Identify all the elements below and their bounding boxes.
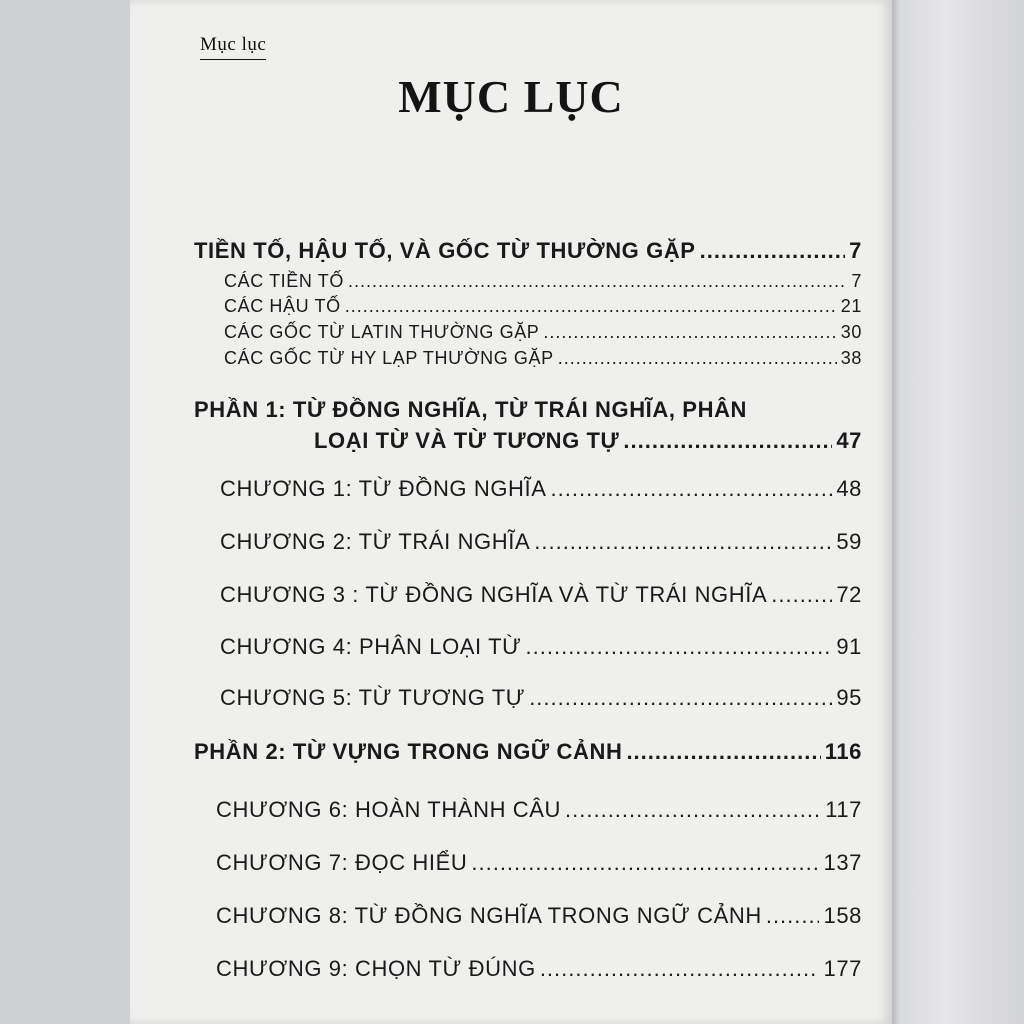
toc-page-number: 59 [836, 529, 862, 554]
toc-page-number: 7 [851, 271, 862, 291]
leader-dots [626, 739, 820, 765]
leader-dots [543, 322, 836, 343]
leader-dots [534, 529, 832, 555]
leader-dots [345, 296, 837, 317]
toc-page-number: 116 [824, 739, 862, 764]
toc-page-number: 47 [836, 428, 862, 453]
page-edge [892, 0, 1024, 1024]
toc-chapter-label: CHƯƠNG 5: TỪ TƯƠNG TỰ [220, 685, 526, 710]
toc-page-number: 137 [823, 850, 862, 875]
leader-dots [700, 238, 846, 264]
running-head: Mục lục [200, 34, 266, 60]
toc-part-2[interactable] [194, 739, 862, 765]
leader-dots [529, 685, 832, 711]
toc-section-label: TIỀN TỐ, HẬU TỐ, VÀ GỐC TỪ THƯỜNG GẶP [194, 238, 696, 263]
toc-chapter-label: CHƯƠNG 1: TỪ ĐỒNG NGHĨA [220, 476, 547, 501]
leader-dots [540, 956, 820, 982]
toc-page-number: 21 [840, 296, 862, 316]
toc-subsection-latin-roots[interactable] [224, 322, 862, 343]
leader-dots [471, 850, 819, 876]
toc-section-label: PHẦN 2: TỪ VỰNG TRONG NGỮ CẢNH [194, 739, 623, 764]
leader-dots [623, 428, 832, 454]
toc-page-number: 7 [849, 238, 862, 263]
toc-chapter-5[interactable] [220, 685, 862, 711]
toc-chapter-1[interactable] [220, 476, 862, 502]
toc-chapter-label: CHƯƠNG 3 : TỪ ĐỒNG NGHĨA VÀ TỪ TRÁI NGHĨA [220, 582, 768, 607]
toc-part-1[interactable] [314, 428, 862, 454]
toc-chapter-7[interactable] [216, 850, 862, 876]
toc-page-number: 95 [836, 685, 862, 710]
toc-chapter-4[interactable] [220, 634, 862, 660]
toc-chapter-2[interactable] [220, 529, 862, 555]
toc-page-number: 72 [836, 582, 862, 607]
page-title: MỤC LỤC [398, 71, 624, 122]
leader-dots [348, 271, 847, 292]
book-page [130, 0, 892, 1024]
toc-subsection-greek-roots[interactable] [224, 348, 862, 369]
toc-subsection-suffixes[interactable] [224, 296, 862, 317]
toc-subsection-label: CÁC GỐC TỪ HY LẠP THƯỜNG GẶP [224, 348, 554, 368]
toc-subsection-prefixes[interactable] [224, 271, 862, 292]
table-of-contents [130, 0, 892, 1024]
toc-chapter-label: CHƯƠNG 6: HOÀN THÀNH CÂU [216, 797, 562, 822]
toc-chapter-8[interactable] [216, 903, 862, 929]
toc-page-number: 38 [840, 348, 862, 368]
toc-section-label: LOẠI TỪ VÀ TỪ TƯƠNG TỰ [314, 428, 620, 453]
toc-page-number: 177 [823, 956, 862, 981]
toc-chapter-9[interactable] [216, 956, 862, 982]
toc-part-1-line-1[interactable]: PHẦN 1: TỪ ĐỒNG NGHĨA, TỪ TRÁI NGHĨA, PHÂN [194, 397, 748, 422]
toc-page-number: 117 [825, 797, 862, 822]
toc-chapter-label: CHƯƠNG 9: CHỌN TỪ ĐÚNG [216, 956, 536, 981]
toc-chapter-6[interactable] [216, 797, 862, 823]
leader-dots [565, 797, 821, 823]
toc-page-number: 91 [836, 634, 862, 659]
toc-subsection-label: CÁC TIỀN TỐ [224, 271, 344, 291]
leader-dots [551, 476, 833, 502]
leader-dots [558, 348, 837, 369]
toc-page-number: 30 [840, 322, 862, 342]
toc-page-number: 48 [836, 476, 862, 501]
leader-dots [526, 634, 833, 660]
toc-chapter-label: CHƯƠNG 2: TỪ TRÁI NGHĨA [220, 529, 531, 554]
toc-subsection-label: CÁC HẬU TỐ [224, 296, 341, 316]
toc-chapter-label: CHƯƠNG 8: TỪ ĐỒNG NGHĨA TRONG NGỮ CẢNH [216, 903, 762, 928]
toc-subsection-label: CÁC GỐC TỪ LATIN THƯỜNG GẶP [224, 322, 540, 342]
leader-dots [766, 903, 820, 929]
leader-dots [771, 582, 832, 608]
toc-chapter-3[interactable] [220, 582, 862, 608]
toc-section-roots[interactable] [194, 238, 862, 264]
toc-chapter-label: CHƯƠNG 7: ĐỌC HIỂU [216, 850, 468, 875]
toc-chapter-label: CHƯƠNG 4: PHÂN LOẠI TỪ [220, 634, 522, 659]
toc-page-number: 158 [823, 903, 862, 928]
